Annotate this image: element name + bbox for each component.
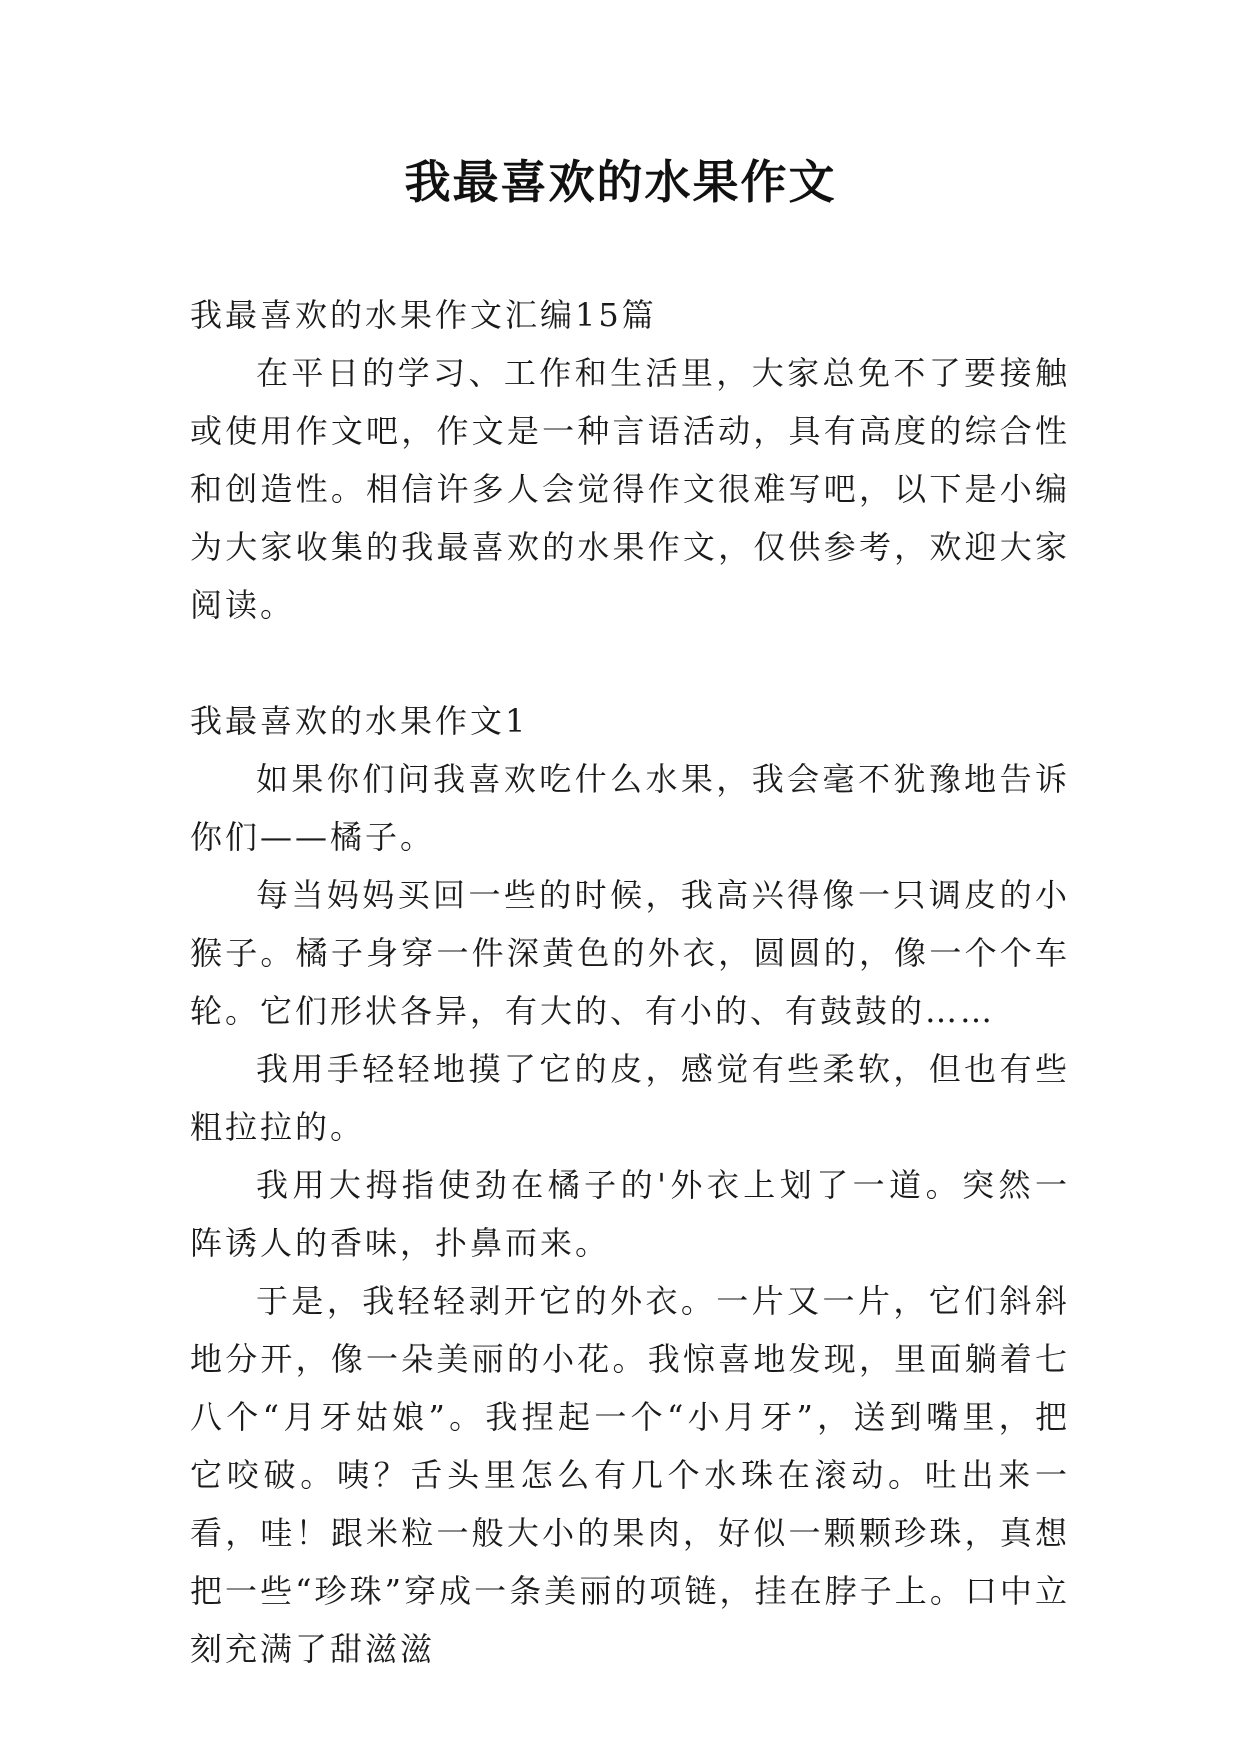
section-heading: 我最喜欢的水果作文1 (190, 702, 529, 740)
document-body (190, 286, 1070, 1678)
section-spacer (190, 634, 1070, 692)
paragraph: 于是，我轻轻剥开它的外衣。一片又一片，它们斜斜地分开，像一朵美丽的小花。我惊喜地发现，里面躺着七八个“月牙姑娘”。我捏起一个“小月牙”，送到嘴里，把它咬破。咦？舌头里怎么有几个水珠在滚动。吐出来一看，哇！跟米粒一般大小的果肉，好似一颗颗珍珠，真想把一些“珍珠”穿成一条美丽的项链，挂在脖子上。口中立刻充满了甜滋滋 (190, 1282, 1070, 1668)
intro-paragraph: 在平日的学习、工作和生活里，大家总免不了要接触或使用作文吧，作文是一种言语活动，具有高度的综合性和创造性。相信许多人会觉得作文很难写吧，以下是小编为大家收集的我最喜欢的水果作文，仅供参考，欢迎大家阅读。 (190, 354, 1070, 624)
document-title: 我最喜欢的水果作文 (404, 155, 837, 209)
paragraph: 每当妈妈买回一些的时候，我高兴得像一只调皮的小猴子。橘子身穿一件深黄色的外衣，圆圆的，像一个个车轮。它们形状各异，有大的、有小的、有鼓鼓的…… (190, 876, 1070, 1030)
paragraph: 我用大拇指使劲在橘子的'外衣上划了一道。突然一阵诱人的香味，扑鼻而来。 (190, 1166, 1070, 1262)
paragraph: 我用手轻轻地摸了它的皮，感觉有些柔软，但也有些粗拉拉的。 (190, 1050, 1070, 1146)
paragraph: 如果你们问我喜欢吃什么水果，我会毫不犹豫地告诉你们——橘子。 (190, 760, 1070, 856)
collection-subtitle: 我最喜欢的水果作文汇编15篇 (190, 296, 657, 334)
